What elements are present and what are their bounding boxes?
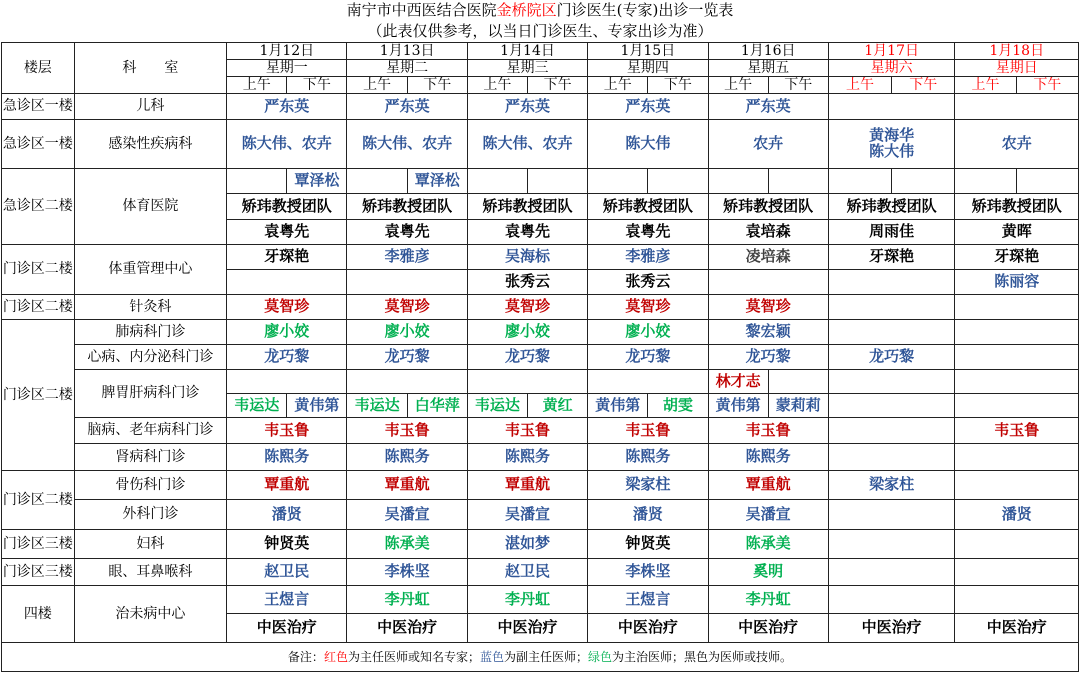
empty-cell — [648, 169, 708, 194]
empty-cell — [828, 444, 955, 471]
doctor-cell: 廖小姣 — [467, 320, 587, 345]
empty-cell — [347, 270, 467, 295]
doctor-cell: 农卉 — [708, 120, 828, 169]
doctor-cell: 潘贤 — [227, 500, 347, 530]
empty-cell — [955, 295, 1079, 320]
doctor-cell: 梁家柱 — [828, 471, 955, 500]
dept-cell: 妇科 — [74, 530, 227, 559]
empty-cell — [892, 169, 955, 194]
legend-note — [2, 643, 1079, 672]
doctor-cell: 钟贤英 — [227, 530, 347, 559]
date: 1月17日 — [828, 43, 955, 60]
dept-cell: 感染性疾病科 — [74, 120, 227, 169]
doctor-cell: 奚明 — [708, 559, 828, 586]
empty-cell — [955, 586, 1079, 614]
doctor-cell: 黄红 — [528, 394, 588, 418]
am-label: 上午 — [828, 77, 891, 94]
doctor-cell: 胡雯 — [648, 394, 708, 418]
empty-cell — [588, 370, 708, 394]
tcm-cell: 中医治疗 — [708, 614, 828, 643]
doctor-cell: 袁培森 — [708, 220, 828, 245]
doctor-cell: 韦玉鲁 — [955, 418, 1079, 444]
dept-cell: 体重管理中心 — [74, 245, 227, 295]
doctor-cell: 张秀云 — [467, 270, 587, 295]
doctor-cell: 莫智珍 — [588, 295, 708, 320]
doctor-cell: 韦运达 — [227, 394, 287, 418]
am-label: 上午 — [588, 77, 648, 94]
doctor-cell: 覃重航 — [708, 471, 828, 500]
doctor-cell: 农卉 — [955, 120, 1079, 169]
doctor-cell: 陈承美 — [347, 530, 467, 559]
doctor-name: 陈大伟 — [869, 142, 915, 160]
empty-cell — [768, 370, 828, 394]
title-prefix: 南宁市中西医结合医院 — [346, 0, 497, 19]
floor-cell: 门诊区三楼 — [2, 559, 75, 586]
doctor-cell: 黄伟第 — [287, 394, 347, 418]
doctor-cell: 韦玉鲁 — [588, 418, 708, 444]
doctor-cell: 陈熙务 — [588, 444, 708, 471]
doctor-cell: 韦运达 — [347, 394, 407, 418]
empty-cell — [828, 418, 955, 444]
team-cell: 矫玮教授团队 — [828, 194, 955, 220]
doctor-cell: 梁家柱 — [588, 471, 708, 500]
empty-cell — [1016, 169, 1078, 194]
floor-cell: 急诊区二楼 — [2, 169, 75, 245]
empty-cell — [955, 394, 1079, 418]
note-black: 黑色 — [684, 649, 709, 664]
doctor-cell: 韦玉鲁 — [227, 418, 347, 444]
pm-label: 下午 — [407, 77, 467, 94]
pm-label: 下午 — [892, 77, 955, 94]
doctor-cell: 牙琛艳 — [227, 245, 347, 270]
doctor-cell: 周雨佳 — [828, 220, 955, 245]
doctor-cell: 廖小姣 — [588, 320, 708, 345]
note-blue-text: 为副主任医师； — [503, 649, 588, 664]
doctor-cell: 覃重航 — [467, 471, 587, 500]
empty-cell — [828, 559, 955, 586]
date: 1月16日 — [708, 43, 828, 60]
doctor-cell: 严东英 — [708, 94, 828, 120]
am-label: 上午 — [467, 77, 527, 94]
empty-cell — [955, 345, 1079, 370]
note-red-text: 为主任医师或知名专家； — [347, 649, 480, 664]
doctor-cell: 廖小姣 — [347, 320, 467, 345]
empty-cell — [955, 320, 1079, 345]
doctor-cell: 陈承美 — [708, 530, 828, 559]
empty-cell — [828, 500, 955, 530]
date: 1月18日 — [955, 43, 1079, 60]
pm-label: 下午 — [1016, 77, 1078, 94]
doctor-cell: 陈熙务 — [467, 444, 587, 471]
dept-cell: 针灸科 — [74, 295, 227, 320]
doctor-cell: 龙巧黎 — [708, 345, 828, 370]
empty-cell — [588, 169, 648, 194]
doctor-cell: 严东英 — [227, 94, 347, 120]
doctor-cell: 莫智珍 — [227, 295, 347, 320]
doctor-cell: 吴潘宣 — [347, 500, 467, 530]
floor-cell: 四楼 — [2, 586, 75, 643]
doctor-cell: 严东英 — [467, 94, 587, 120]
empty-cell — [828, 169, 891, 194]
note-label: 备注： — [287, 649, 324, 664]
team-cell: 矫玮教授团队 — [708, 194, 828, 220]
page-subtitle: （此表仅供参考，以当日门诊医生、专家出诊为准） — [367, 21, 713, 40]
pm-label: 下午 — [528, 77, 588, 94]
doctor-cell: 覃泽松 — [407, 169, 467, 194]
doctor-cell: 龙巧黎 — [347, 345, 467, 370]
doctor-cell — [828, 120, 955, 169]
empty-cell — [347, 370, 467, 394]
doctor-cell: 牙琛艳 — [828, 245, 955, 270]
weekday: 星期六 — [828, 60, 955, 77]
tcm-cell: 中医治疗 — [347, 614, 467, 643]
empty-cell — [227, 370, 347, 394]
empty-cell — [955, 169, 1016, 194]
team-cell: 矫玮教授团队 — [588, 194, 708, 220]
team-cell: 矫玮教授团队 — [227, 194, 347, 220]
doctor-cell: 李株坚 — [588, 559, 708, 586]
dept-cell: 心病、内分泌科门诊 — [74, 345, 227, 370]
doctor-cell: 陈丽容 — [955, 270, 1079, 295]
empty-cell — [955, 444, 1079, 471]
tcm-cell: 中医治疗 — [828, 614, 955, 643]
doctor-cell: 龙巧黎 — [588, 345, 708, 370]
doctor-cell: 李株坚 — [347, 559, 467, 586]
doctor-cell: 张秀云 — [588, 270, 708, 295]
title-suffix: 门诊医生(专家)出诊一览表 — [556, 0, 734, 19]
empty-cell — [227, 270, 347, 295]
doctor-cell: 钟贤英 — [588, 530, 708, 559]
note-green: 绿色 — [588, 649, 613, 664]
empty-cell — [828, 270, 955, 295]
doctor-cell: 王煜言 — [227, 586, 347, 614]
date: 1月13日 — [347, 43, 467, 60]
page-title — [2, 0, 1079, 21]
empty-cell — [955, 94, 1079, 120]
doctor-cell: 袁粤先 — [467, 220, 587, 245]
am-label: 上午 — [227, 77, 287, 94]
date: 1月15日 — [588, 43, 708, 60]
doctor-name: 黄海华 — [869, 126, 915, 145]
doctor-cell: 陈熙务 — [227, 444, 347, 471]
empty-cell — [708, 169, 768, 194]
dept-cell: 治未病中心 — [74, 586, 227, 643]
dept-cell: 眼、耳鼻喉科 — [74, 559, 227, 586]
doctor-cell: 龙巧黎 — [227, 345, 347, 370]
weekday: 星期四 — [588, 60, 708, 77]
doctor-cell: 莫智珍 — [347, 295, 467, 320]
doctor-cell: 韦玉鲁 — [708, 418, 828, 444]
doctor-cell: 韦运达 — [467, 394, 527, 418]
am-label: 上午 — [347, 77, 407, 94]
tcm-cell: 中医治疗 — [955, 614, 1079, 643]
doctor-cell: 李雅彦 — [347, 245, 467, 270]
floor-cell: 门诊区二楼 — [2, 245, 75, 295]
empty-cell — [467, 370, 587, 394]
pm-label: 下午 — [768, 77, 828, 94]
empty-cell — [828, 295, 955, 320]
empty-cell — [955, 370, 1079, 394]
doctor-cell: 袁粤先 — [588, 220, 708, 245]
doctor-cell: 牙琛艳 — [955, 245, 1079, 270]
doctor-cell: 吴潘宣 — [708, 500, 828, 530]
doctor-cell: 黎宏颖 — [708, 320, 828, 345]
doctor-cell: 凌培森 — [708, 245, 828, 270]
pm-label: 下午 — [287, 77, 347, 94]
doctor-cell: 蒙莉莉 — [768, 394, 828, 418]
note-green-text: 为主治医师； — [612, 649, 685, 664]
title-campus: 金桥院区 — [496, 0, 557, 19]
floor-cell: 门诊区二楼 — [2, 471, 75, 530]
empty-cell — [828, 586, 955, 614]
empty-cell — [828, 320, 955, 345]
dept-cell: 肾病科门诊 — [74, 444, 227, 471]
floor-cell: 急诊区一楼 — [2, 94, 75, 120]
doctor-cell: 莫智珍 — [708, 295, 828, 320]
doctor-cell: 湛如梦 — [467, 530, 587, 559]
empty-cell — [768, 169, 828, 194]
doctor-cell: 韦玉鲁 — [347, 418, 467, 444]
doctor-cell: 陈大伟、农卉 — [347, 120, 467, 169]
team-cell: 矫玮教授团队 — [467, 194, 587, 220]
weekday: 星期二 — [347, 60, 467, 77]
doctor-cell: 覃泽松 — [287, 169, 347, 194]
doctor-cell: 林才志 — [708, 370, 768, 394]
empty-cell — [227, 169, 287, 194]
doctor-cell: 龙巧黎 — [467, 345, 587, 370]
floor-cell: 门诊区三楼 — [2, 530, 75, 559]
doctor-cell: 王煜言 — [588, 586, 708, 614]
weekday: 星期五 — [708, 60, 828, 77]
doctor-cell: 李丹虹 — [708, 586, 828, 614]
doctor-cell: 赵卫民 — [227, 559, 347, 586]
doctor-cell: 吴潘宣 — [467, 500, 587, 530]
empty-cell — [828, 394, 955, 418]
weekday: 星期日 — [955, 60, 1079, 77]
doctor-cell: 韦玉鲁 — [467, 418, 587, 444]
doctor-cell: 白华萍 — [407, 394, 467, 418]
dept-cell: 骨伤科门诊 — [74, 471, 227, 500]
date: 1月12日 — [227, 43, 347, 60]
doctor-cell: 陈大伟 — [588, 120, 708, 169]
floor-cell: 门诊区二楼 — [2, 320, 75, 471]
doctor-cell: 覃重航 — [347, 471, 467, 500]
empty-cell — [708, 270, 828, 295]
am-label: 上午 — [955, 77, 1016, 94]
weekday: 星期三 — [467, 60, 587, 77]
dept-cell: 体育医院 — [74, 169, 227, 245]
doctor-cell: 莫智珍 — [467, 295, 587, 320]
header-dept: 科 室 — [74, 43, 227, 94]
schedule-table — [1, 0, 1079, 672]
doctor-cell: 潘贤 — [955, 500, 1079, 530]
team-cell: 矫玮教授团队 — [955, 194, 1079, 220]
empty-cell — [955, 530, 1079, 559]
empty-cell — [828, 370, 955, 394]
doctor-cell: 李雅彦 — [588, 245, 708, 270]
doctor-cell: 陈大伟、农卉 — [227, 120, 347, 169]
note-black-text: 为医师或技师。 — [708, 649, 793, 664]
tcm-cell: 中医治疗 — [588, 614, 708, 643]
doctor-cell: 李丹虹 — [467, 586, 587, 614]
date: 1月14日 — [467, 43, 587, 60]
dept-cell: 脑病、老年病科门诊 — [74, 418, 227, 444]
doctor-cell: 廖小姣 — [227, 320, 347, 345]
tcm-cell: 中医治疗 — [467, 614, 587, 643]
doctor-cell: 潘贤 — [588, 500, 708, 530]
team-cell: 矫玮教授团队 — [347, 194, 467, 220]
empty-cell — [828, 530, 955, 559]
doctor-cell: 李丹虹 — [347, 586, 467, 614]
doctor-cell: 黄伟第 — [708, 394, 768, 418]
doctor-cell: 陈熙务 — [347, 444, 467, 471]
doctor-cell: 赵卫民 — [467, 559, 587, 586]
empty-cell — [955, 559, 1079, 586]
doctor-cell: 覃重航 — [227, 471, 347, 500]
note-red: 红色 — [323, 649, 348, 664]
empty-cell — [467, 169, 527, 194]
empty-cell — [528, 169, 588, 194]
empty-cell — [955, 471, 1079, 500]
dept-cell: 脾胃肝病科门诊 — [74, 370, 227, 418]
doctor-cell: 袁粤先 — [347, 220, 467, 245]
am-label: 上午 — [708, 77, 768, 94]
weekday: 星期一 — [227, 60, 347, 77]
note-blue: 蓝色 — [479, 649, 504, 664]
dept-cell: 儿科 — [74, 94, 227, 120]
doctor-cell: 黄伟第 — [588, 394, 648, 418]
empty-cell — [828, 94, 955, 120]
dept-cell: 外科门诊 — [74, 500, 227, 530]
dept-cell: 肺病科门诊 — [74, 320, 227, 345]
empty-cell — [347, 169, 407, 194]
doctor-cell: 吴海标 — [467, 245, 587, 270]
tcm-cell: 中医治疗 — [227, 614, 347, 643]
doctor-cell: 陈熙务 — [708, 444, 828, 471]
pm-label: 下午 — [648, 77, 708, 94]
doctor-cell: 黄晖 — [955, 220, 1079, 245]
doctor-cell: 严东英 — [588, 94, 708, 120]
floor-cell: 门诊区二楼 — [2, 295, 75, 320]
doctor-cell: 严东英 — [347, 94, 467, 120]
floor-cell: 急诊区一楼 — [2, 120, 75, 169]
header-floor: 楼层 — [2, 43, 75, 94]
doctor-cell: 袁粤先 — [227, 220, 347, 245]
doctor-cell: 龙巧黎 — [828, 345, 955, 370]
doctor-cell: 陈大伟、农卉 — [467, 120, 587, 169]
